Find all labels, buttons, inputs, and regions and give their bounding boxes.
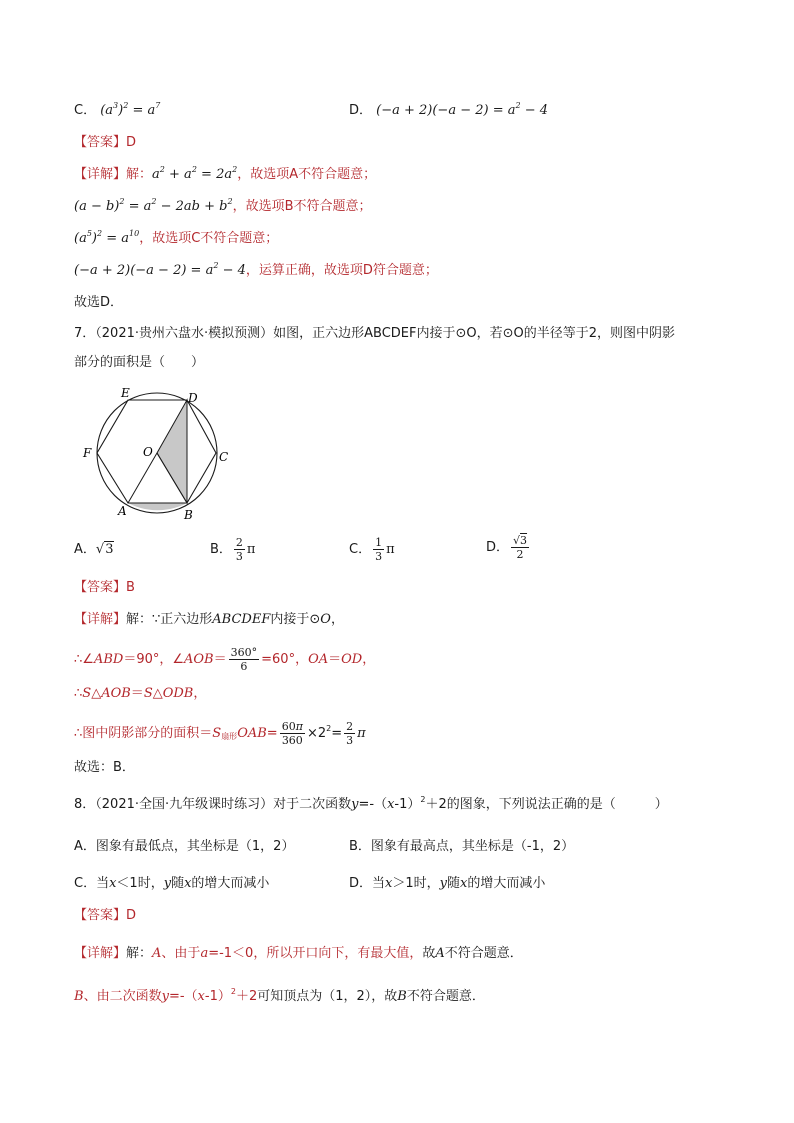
q7-detail-line-3: ∴S△AOB＝S△ODB， xyxy=(74,686,207,701)
q6-option-d: D． $(-a + 2)(-a - 2) = a^2 - 4$ xyxy=(349,101,549,118)
q7-detail-line-4: ∴图中阴影部分的面积$=S_{扇形}OAB=$ $\frac{60\pi}{360}$ $\times 2^2=$ $\frac{2}{3}$ π xyxy=(74,720,366,747)
q6-detail-line-2: $(a - b)^2 = a^2 - 2ab + b^2$，故选项B不符合题意； xyxy=(74,197,372,214)
q7-detail-line-2: ∴∠ABD＝90°，∠AOB＝ $\frac{360^\circ}{6}$ =60°，OA＝OD， xyxy=(74,646,376,673)
q6-answer xyxy=(74,133,136,153)
label-e: E xyxy=(121,386,130,400)
q6-detail-line-3: $(a^5)^2 = a^{10}$，故选项C不符合题意； xyxy=(74,229,279,246)
q8-answer xyxy=(74,906,136,926)
q7-stem-line-1: 7．（2021·贵州六盘水·模拟预测）如图，正六边形ABCDEF内接于⊙O，若⊙O的半径等于2，则图中阴影 xyxy=(74,326,676,341)
q8-option-d: D．当x＞1时，y随x的增大而减小 xyxy=(349,876,546,891)
q7-option-b: B． $\frac{2}{3}$ π xyxy=(210,536,256,563)
detail-tag: 【详解】 xyxy=(74,946,127,961)
q7-option-c: C． $\frac{1}{3}$ π xyxy=(349,536,395,563)
q6-detail-line-4: $(-a + 2)(-a - 2) = a^2 - 4$，运算正确，故选项D符合题意； xyxy=(74,261,438,278)
label-d: D xyxy=(188,391,198,405)
detail-tag: 【详解】 xyxy=(74,167,127,182)
q7-answer xyxy=(74,578,135,598)
label-a: A xyxy=(118,504,127,518)
q6-conclusion: 故选D． xyxy=(74,295,124,310)
label-b: B xyxy=(184,508,193,522)
q8-detail-line-1: 【详解】解：A、由于a=-1＜0，所以开口向下，有最大值，故A不符合题意． xyxy=(74,946,523,961)
q6-option-c: C． $(a^3)^2 = a^7$ xyxy=(74,101,161,118)
q7-conclusion: 故选：B． xyxy=(74,760,135,775)
label-f: F xyxy=(83,446,92,460)
q7-option-d: D． $\frac{√3}{2}$ xyxy=(486,534,528,561)
answer-value: D xyxy=(126,135,137,150)
q8-detail-line-2: B、由二次函数$y=-(x-1)^2+2$可知顶点为（1，2），故B不符合题意． xyxy=(74,987,485,1004)
label-c: C xyxy=(219,450,229,464)
answer-value: B xyxy=(126,580,135,595)
label-o: O xyxy=(143,445,153,459)
q7-stem-line-2: 部分的面积是（ ） xyxy=(74,355,205,370)
q8-option-a: A．图象有最低点，其坐标是（1，2） xyxy=(74,839,295,854)
hexagon-circle-figure xyxy=(80,383,240,533)
answer-tag: 【答案】 xyxy=(74,135,127,150)
detail-tag: 【详解】 xyxy=(74,612,127,627)
q6-detail-line-1: 【详解】解：$a^2 + a^2 = 2a^2$，故选项A不符合题意； xyxy=(74,165,377,182)
q8-option-b: B．图象有最高点，其坐标是（-1，2） xyxy=(349,839,575,854)
segment-oa xyxy=(128,453,157,503)
answer-tag: 【答案】 xyxy=(74,580,127,595)
hexagon xyxy=(97,400,216,503)
shaded-triangle-obd xyxy=(157,400,187,503)
answer-value: D xyxy=(126,908,137,923)
q7-detail-line-1: 【详解】解：∵正六边形ABCDEF内接于⊙O， xyxy=(74,612,344,627)
q8-stem: 8．（2021·全国·九年级课时练习）对于二次函数$y=-(x-1)^2+2$的图象，下列说法正确的是（ ） xyxy=(74,795,668,812)
q7-option-a: A．√3 xyxy=(74,542,114,557)
answer-tag: 【答案】 xyxy=(74,908,127,923)
q8-option-c: C．当x＜1时，y随x的增大而减小 xyxy=(74,876,270,891)
